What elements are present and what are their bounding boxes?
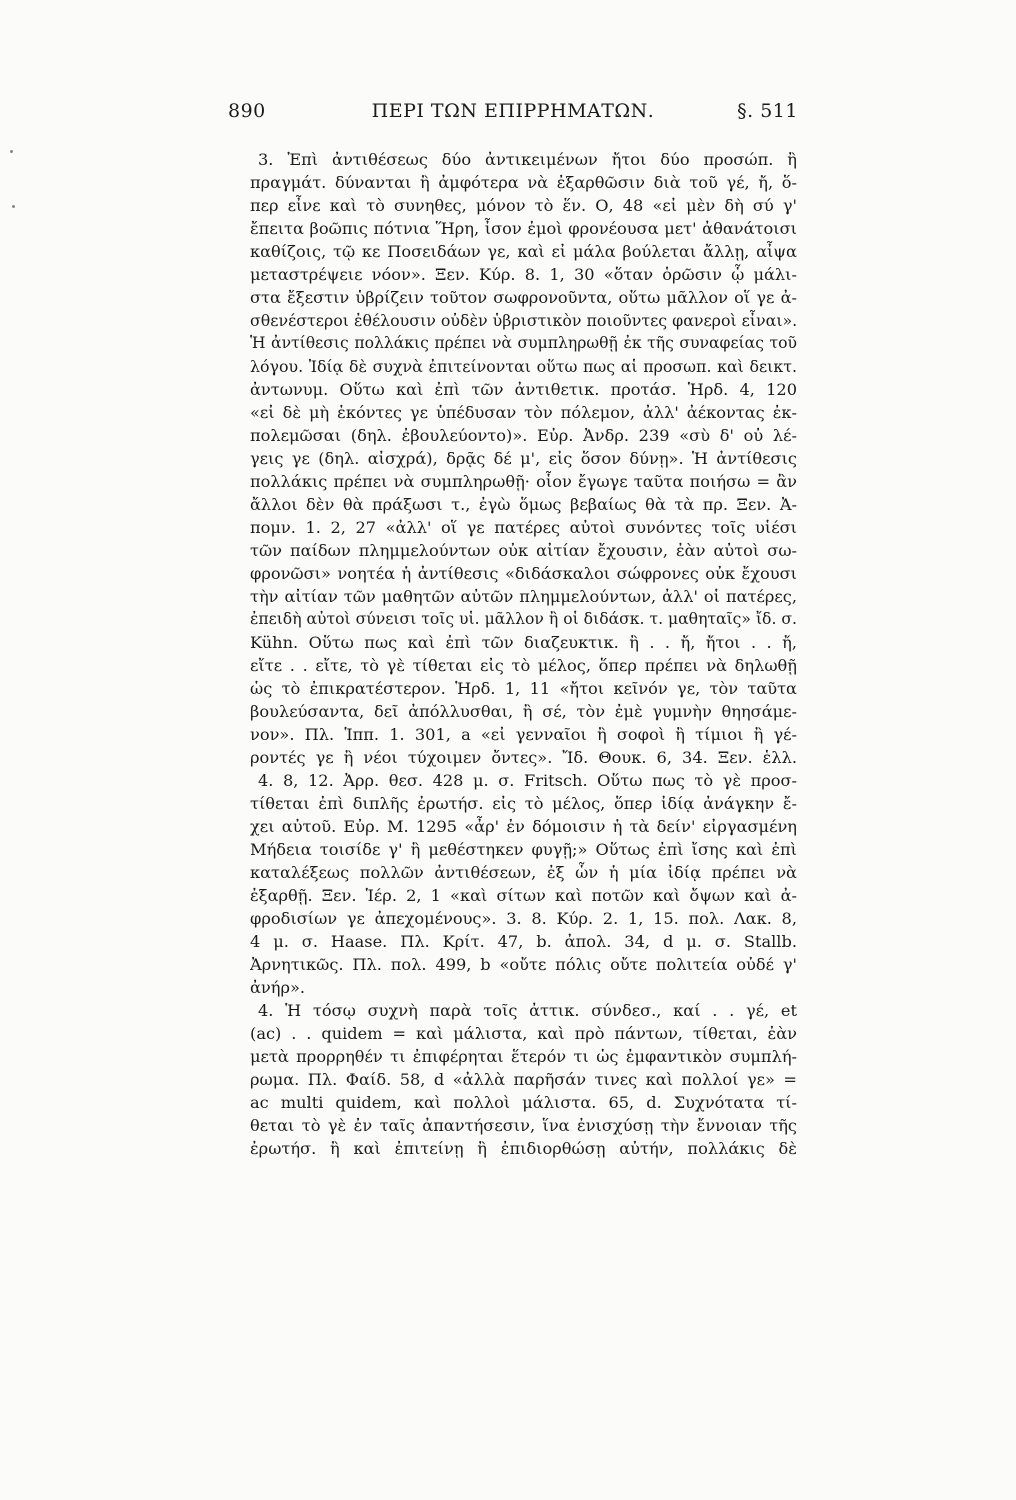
text-line: ἐξαρθῇ. Ξεν. Ἱέρ. 2, 1 «καὶ σίτων καὶ ποτῶν καὶ ὄψων καὶ ἀ- (250, 886, 797, 905)
text-line: εἴτε . . εἴτε, τὸ γὲ τίθεται εἰς τὸ μέλος, ὅπερ πρέπει νὰ δηλωθῇ (250, 656, 797, 675)
text-line: θεται τὸ γὲ ἐν ταῖς ἀπαντήσεσιν, ἵνα ἐνισχύσῃ τὴν ἔννοιαν τῆς (250, 1116, 797, 1135)
text-line: γεις γε (δηλ. αἰσχρά), δρᾷς δέ μ', εἰς ὅσον δύνῃ». Ἡ ἀντίθεσις (250, 449, 797, 468)
text-line: χει αὐτοῦ. Εὐρ. Μ. 1295 «ἆρ' ἐν δόμοισιν ἡ τὰ δείν' εἰργασμένη (250, 817, 797, 836)
text-line: καθίζοις, τῷ κε Ποσειδάων γε, καὶ εἰ μάλα βούλεται ἄλλῃ, αἶψα (250, 242, 797, 261)
text-line: ὡς τὸ ἐπικρατέστερον. Ἡρδ. 1, 11 «ἤτοι κεῖνόν γε, τὸν ταῦτα (250, 679, 797, 698)
text-line: Μήδεια τοισίδε γ' ἢ μεθέστηκεν φυγῇ;» Οὕτως ἐπὶ ἴσης καὶ ἐπὶ (250, 840, 797, 859)
text-line: πολλάκις πρέπει νὰ συμπληρωθῇ· οἷον ἔγωγε ταῦτα ποιήσω = ἂν (250, 472, 797, 491)
text-line: ἀντωνυμ. Οὕτω καὶ ἐπὶ τῶν ἀντιθετικ. προτάσ. Ἡρδ. 4, 120 (250, 380, 797, 399)
text-line: 4. 8, 12. Ἀρρ. θεσ. 428 μ. σ. Fritsch. Οὕτω πως τὸ γὲ προσ- (258, 771, 797, 790)
text-line: πολεμῶσαι (δηλ. ἐβουλεύοντο)». Εὐρ. Ἀνδρ. 239 «σὺ δ' οὐ λέ- (250, 426, 797, 445)
scan-speck (12, 205, 15, 208)
text-line: φρονῶσι» νοητέα ἡ ἀντίθεσις «διδάσκαλοι σώφρονες οὐκ ἔχουσι (250, 564, 797, 583)
text-line: μεταστρέψειε νόον». Ξεν. Κύρ. 8. 1, 30 «ὅταν ὁρῶσιν ᾧ μάλι- (250, 265, 797, 284)
text-line: Kühn. Οὕτω πως καὶ ἐπὶ τῶν διαζευκτικ. ἢ . . ἤ, ἤτοι . . ἤ, (250, 633, 797, 652)
body-text (250, 148, 797, 1160)
text-line: λόγου. Ἰδίᾳ δὲ συχνὰ ἐπιτείνονται οὕτω πως αἱ προσωπ. καὶ δεικτ. (250, 357, 797, 376)
text-line: ἐπειδὴ αὐτοὶ σύνεισι τοῖς υἱ. μᾶλλον ἢ οἱ διδάσκ. τ. μαθηταῖς» ἴδ. σ. (250, 610, 797, 628)
text-line: «εἰ δὲ μὴ ἑκόντες γε ὑπέδυσαν τὸν πόλεμον, ἀλλ' ἀέκοντας ἐκ- (250, 403, 797, 422)
text-line: ac multi quidem, καὶ πολλοὶ μάλιστα. 65, d. Συχνότατα τί- (250, 1093, 797, 1112)
text-line: πομν. 1. 2, 27 «ἀλλ' οἵ γε πατέρες αὐτοὶ συνόντες τοῖς υἱέσι (250, 518, 797, 537)
text-line: ἔπειτα βοῶπις πότνια Ἥρη, ἶσον ἐμοὶ φρονέουσα μετ' ἀθανάτοισι (250, 219, 797, 238)
text-line: μετὰ προρρηθέν τι ἐπιφέρηται ἕτερόν τι ὡς ἐμφαντικὸν συμπλή- (250, 1047, 797, 1066)
page-title: ΠΕΡΙ ΤΩΝ ΕΠΙΡΡΗΜΑΤΩΝ. (371, 100, 655, 122)
running-head (228, 100, 798, 130)
text-line: πραγμάτ. δύνανται ἢ ἀμφότερα νὰ ἐξαρθῶσιν διὰ τοῦ γέ, ἤ, ὅ- (250, 173, 797, 192)
text-line: καταλέξεως πολλῶν ἀντιθέσεων, ἐξ ὧν ἡ μία ἰδίᾳ πρέπει νὰ (250, 863, 797, 882)
text-line: ἀνήρ». (250, 978, 306, 997)
text-line: ρωμα. Πλ. Φαίδ. 58, d «ἀλλὰ παρῆσάν τινες καὶ πολλοί γε» = (250, 1070, 797, 1089)
text-line: τῶν παίδων πλημμελούντων οὐκ αἰτίαν ἔχουσιν, ἐὰν αὐτοὶ σω- (250, 541, 797, 560)
text-line: ἄλλοι δὲν θὰ πράξωσι τ., ἐγὼ ὅμως βεβαίως θὰ τὰ πρ. Ξεν. Ἀ- (250, 495, 797, 514)
section-number: §. 511 (737, 100, 798, 122)
text-line: φροδισίων γε ἀπεχομένους». 3. 8. Κύρ. 2. 1, 15. πολ. Λακ. 8, (250, 909, 797, 928)
text-line: ἐρωτήσ. ἢ καὶ ἐπιτείνῃ ἢ ἐπιδιορθώσῃ αὐτήν, πολλάκις δὲ (250, 1139, 797, 1158)
text-line: βουλεύσαντα, δεῖ ἀπόλλυσθαι, ἢ σέ, τὸν ἐμὲ γυμνὴν θηησάμε- (250, 702, 797, 721)
text-line: 4 μ. σ. Haase. Πλ. Κρίτ. 47, b. ἀπολ. 34, d μ. σ. Stallb. (250, 932, 797, 951)
text-line: σθενέστεροι ἐθέλουσιν οὐδὲν ὑβριστικὸν ποιοῦντες φανεροὶ εἶναι». (250, 311, 797, 330)
text-line: τίθεται ἐπὶ διπλῆς ἐρωτήσ. εἰς τὸ μέλος, ὅπερ ἰδίᾳ ἀνάγκην ἔ- (250, 794, 797, 813)
text-line: ροντές γε ἢ νέοι τύχοιμεν ὄντες». Ἴδ. Θουκ. 6, 34. Ξεν. ἑλλ. (250, 748, 797, 767)
text-line: στα ἔξεστιν ὑβρίζειν τοῦτον σωφρονοῦντα, οὕτω μᾶλλον οἵ γε ἀ- (250, 288, 797, 307)
text-line: 3. Ἐπὶ ἀντιθέσεως δύο ἀντικειμένων ἤτοι δύο προσώπ. ἢ (258, 150, 797, 169)
text-line: Ἡ ἀντίθεσις πολλάκις πρέπει νὰ συμπληρωθῇ ἐκ τῆς συναφείας τοῦ (250, 334, 797, 352)
text-line: Ἀρνητικῶς. Πλ. πολ. 499, b «οὔτε πόλις οὔτε πολιτεία οὐδέ γ' (250, 955, 797, 974)
text-line: (ac) . . quidem = καὶ μάλιστα, καὶ πρὸ πάντων, τίθεται, ἐὰν (250, 1024, 797, 1043)
text-line: 4. Ἡ τόσῳ συχνὴ παρὰ τοῖς ἀττικ. σύνδεσ., καί . . γέ, et (258, 1001, 797, 1020)
page-number: 890 (228, 100, 266, 122)
text-line: νον». Πλ. Ἱππ. 1. 301, a «εἰ γενναῖοι ἢ σοφοὶ ἢ τίμιοι ἢ γέ- (250, 725, 797, 744)
text-line: περ εἶνε καὶ τὸ συνηθες, μόνον τὸ ἕν. Ο, 48 «εἰ μὲν δὴ σύ γ' (250, 196, 797, 215)
text-line: τὴν αἰτίαν τῶν μαθητῶν αὐτῶν πλημμελούντων, ἀλλ' οἱ πατέρες, (250, 587, 797, 606)
scan-speck (10, 150, 13, 153)
